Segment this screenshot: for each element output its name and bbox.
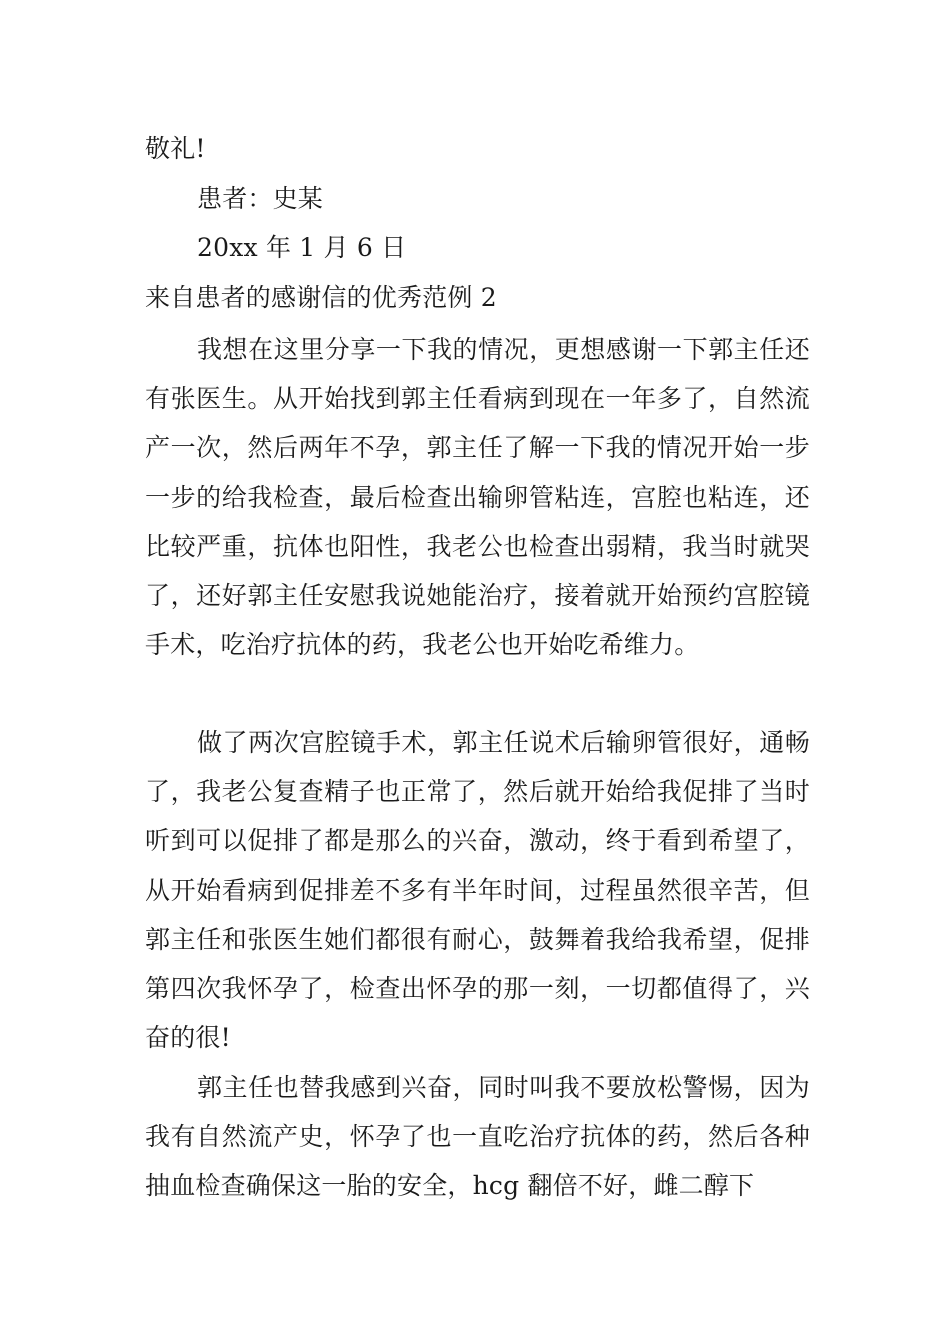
- closing-salute: 敬礼!: [145, 134, 206, 163]
- paragraph-2: 做了两次宫腔镜手术，郭主任说术后输卵管很好，通畅了，我老公复查精子也正常了，然后就开始给我促排了当时听到可以促排了都是那么的兴奋，激动，终于看到希望了，从开始看病到促排差不多有半年时间，过程虽然很辛苦，但郭主任和张医生她们都很有耐心，鼓舞着我给我希望，促排第四次我怀孕了，检查出怀孕的那一刻，一切都值得了，兴奋的很!: [145, 728, 810, 1053]
- section-title: 来自患者的感谢信的优秀范例 2: [145, 283, 497, 312]
- letter-date: 20xx 年 1 月 6 日: [197, 233, 407, 262]
- signer-name: 患者：史某: [197, 184, 324, 213]
- paragraph-1: 我想在这里分享一下我的情况，更想感谢一下郭主任还有张医生。从开始找到郭主任看病到现在一年多了，自然流产一次，然后两年不孕，郭主任了解一下我的情况开始一步一步的给我检查，最后检查出输卵管粘连，宫腔也粘连，还比较严重，抗体也阳性，我老公也检查出弱精，我当时就哭了，还好郭主任安慰我说她能治疗，接着就开始预约宫腔镜手术，吃治疗抗体的药，我老公也开始吃希维力。: [145, 335, 810, 660]
- paragraph-3: 郭主任也替我感到兴奋，同时叫我不要放松警惕，因为我有自然流产史，怀孕了也一直吃治疗抗体的药，然后各种抽血检查确保这一胎的安全，hcg 翻倍不好，雌二醇下: [145, 1073, 810, 1201]
